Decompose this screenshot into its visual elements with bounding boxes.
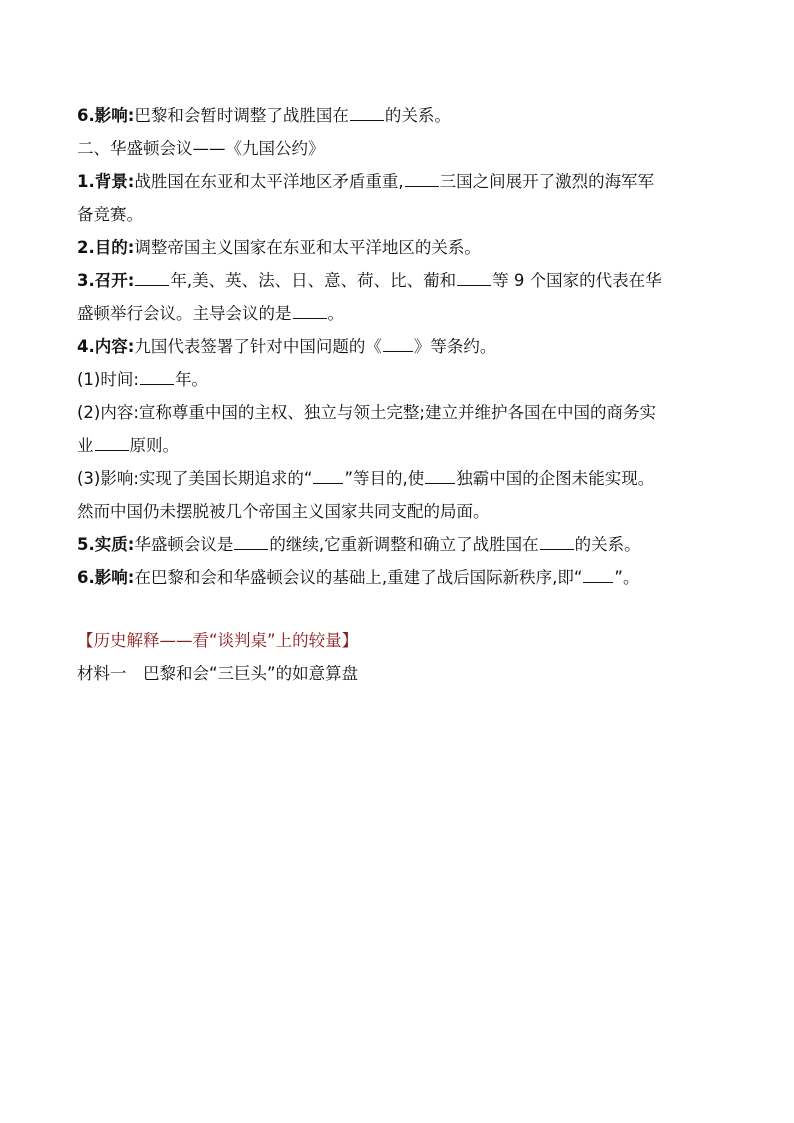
text: 的继续,它重新调整和确立了战胜国在 <box>269 535 539 554</box>
line-content-impact-cont <box>77 495 727 528</box>
text: 战胜国在东亚和太平洋地区矛盾重重, <box>134 172 404 191</box>
label: 6.影响: <box>77 568 135 587</box>
heading-washington: 二、华盛顿会议——《九国公约》 <box>77 139 325 158</box>
text: 华盛顿会议是 <box>134 535 234 554</box>
text: 巴黎和会暂时调整了战胜国在 <box>134 106 349 125</box>
fill-blank[interactable] <box>425 469 455 484</box>
spacer <box>77 594 727 624</box>
text: 。 <box>327 304 344 323</box>
text: (3)影响:实现了美国长期追求的“ <box>77 469 313 488</box>
line-background <box>77 165 727 198</box>
label: 6.影响: <box>77 106 135 125</box>
fill-blank[interactable] <box>405 172 439 187</box>
fill-blank[interactable] <box>140 370 174 385</box>
line-content <box>77 330 727 363</box>
section-title: 【历史解释——看“谈判桌”上的较量】 <box>77 631 359 650</box>
line-paris-influence <box>77 99 727 132</box>
label: 1.背景: <box>77 172 135 191</box>
fill-blank[interactable] <box>95 436 129 451</box>
fill-blank[interactable] <box>234 535 268 550</box>
fill-blank[interactable] <box>540 535 574 550</box>
text: (1)时间: <box>77 370 139 389</box>
line-background-cont: 备竞赛。 <box>77 205 143 224</box>
line-purpose <box>77 231 727 264</box>
fill-blank[interactable] <box>457 271 491 286</box>
fill-blank[interactable] <box>313 469 343 484</box>
text: (2)内容:宣称尊重中国的主权、独立与领土完整;建立并维护各国在中国的商务实 <box>77 403 656 422</box>
text: 三国之间展开了激烈的海军军 <box>439 172 655 191</box>
text: 九国代表签署了针对中国问题的《 <box>134 337 382 356</box>
label: 4.内容: <box>77 337 135 356</box>
line-content-details <box>77 396 727 429</box>
text: ”。 <box>614 568 640 587</box>
material-one: 材料一 巴黎和会“三巨头”的如意算盘 <box>77 664 359 683</box>
line-content-impact <box>77 462 727 495</box>
fill-blank[interactable] <box>135 271 169 286</box>
text: 在巴黎和会和华盛顿会议的基础上,重建了战后国际新秩序,即“ <box>134 568 583 587</box>
text: 调整帝国主义国家在东亚和太平洋地区的关系。 <box>134 238 481 257</box>
text: 的关系。 <box>384 106 451 125</box>
line-washington-influence <box>77 561 727 594</box>
text: 然而中国仍未摆脱被几个帝国主义国家共同支配的局面。 <box>77 502 490 521</box>
text: 原则。 <box>129 436 179 455</box>
text: 业 <box>77 436 94 455</box>
label: 5.实质: <box>77 535 135 554</box>
line-content-time <box>77 363 727 396</box>
text: 等 9 个国家的代表在华 <box>492 271 662 290</box>
fill-blank[interactable] <box>583 568 613 583</box>
text: 独霸中国的企图未能实现。 <box>456 469 655 488</box>
fill-blank[interactable] <box>293 304 327 319</box>
text: 盛顿举行会议。主导会议的是 <box>77 304 292 323</box>
text: 年。 <box>174 370 208 389</box>
line-convene <box>77 264 727 297</box>
document-content <box>77 99 727 690</box>
line-essence <box>77 528 727 561</box>
text: 》等条约。 <box>413 337 497 356</box>
text: ”等目的,使 <box>344 469 425 488</box>
fill-blank[interactable] <box>350 106 384 121</box>
label: 3.召开: <box>77 271 135 290</box>
text: 年,美、英、法、日、意、荷、比、葡和 <box>170 271 457 290</box>
line-content-details-cont <box>77 429 727 462</box>
line-convene-cont <box>77 297 727 330</box>
text: 的关系。 <box>574 535 641 554</box>
label: 2.目的: <box>77 238 135 257</box>
fill-blank[interactable] <box>383 337 413 352</box>
